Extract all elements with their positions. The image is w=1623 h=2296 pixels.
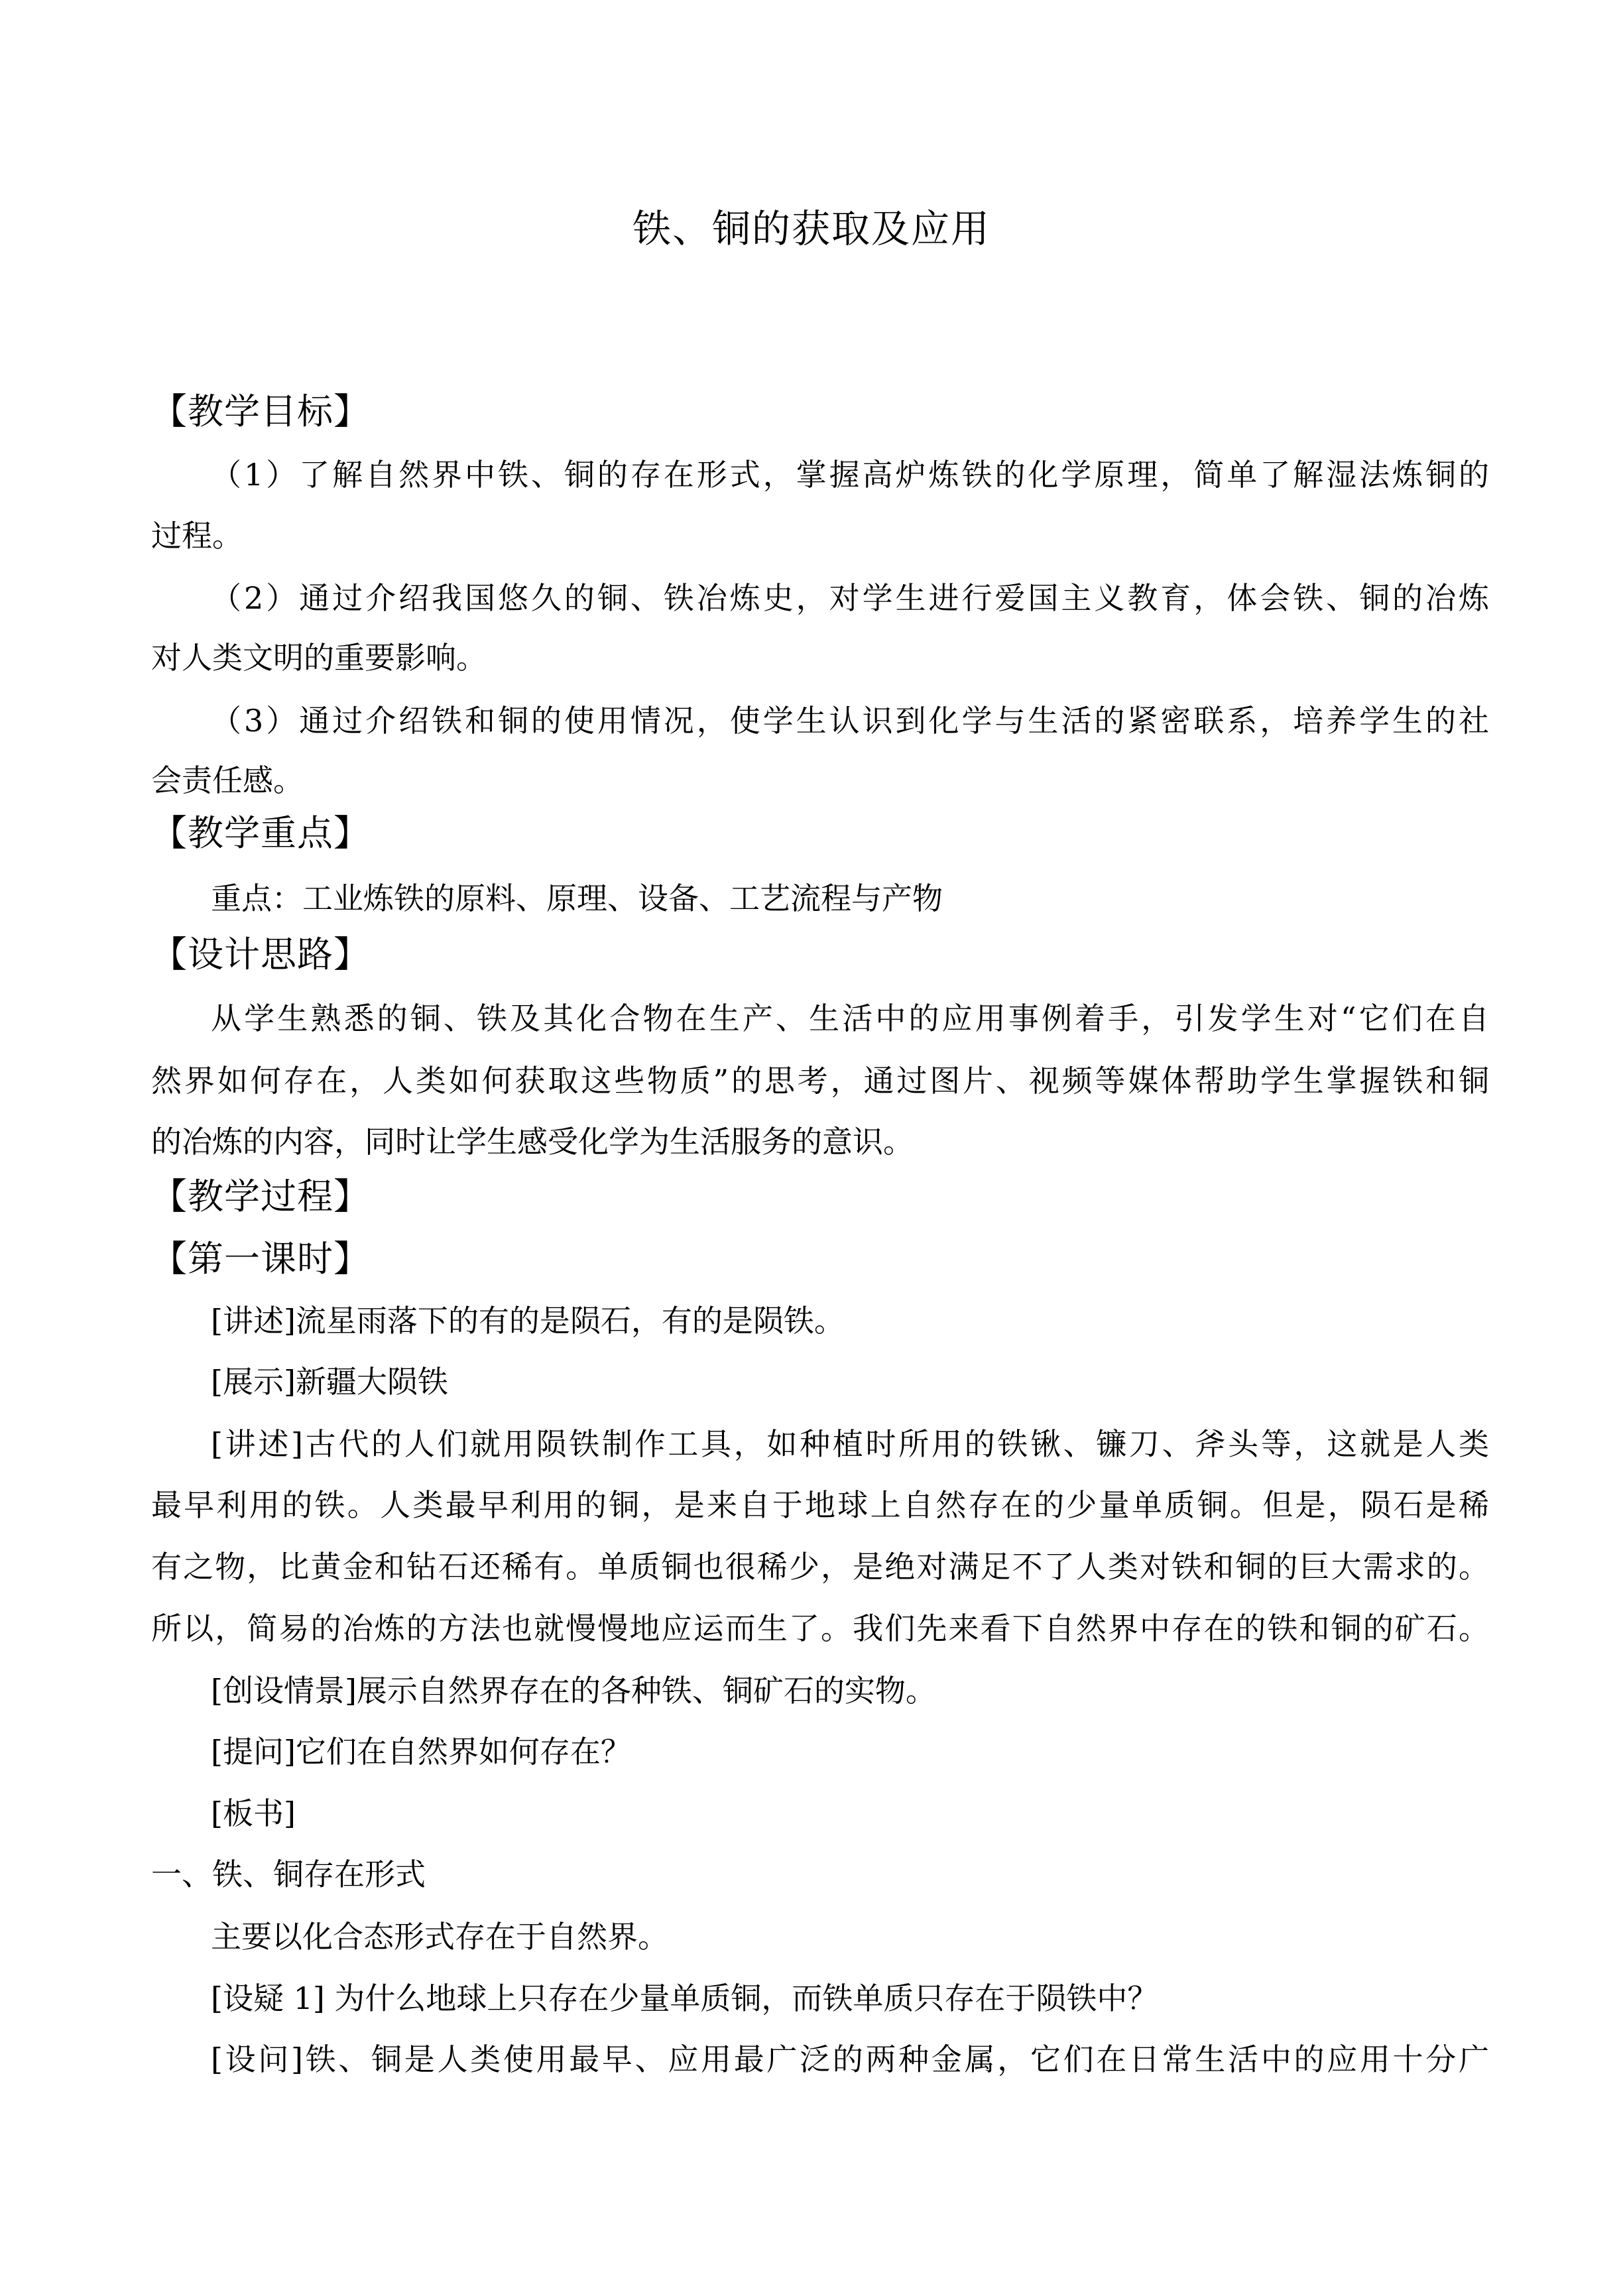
objective-3-line-2: 会责任感。: [151, 762, 304, 798]
lesson-line-6: 所以，简易的冶炼的方法也就慢慢地应运而生了。我们先来看下自然界中存在的铁和铜的矿石。: [151, 1610, 1489, 1646]
lesson-line-12: [设疑 1] 为什么地球上只存在少量单质铜，而铁单质只存在于陨铁中？: [211, 1980, 1158, 2016]
page-title: 铁、铜的获取及应用: [632, 206, 991, 251]
key-points-line-1: 重点：工业炼铁的原料、原理、设备、工艺流程与产物: [211, 880, 943, 916]
lesson-line-11: 主要以化合态形式存在于自然界。: [211, 1919, 668, 1955]
lesson-line-9: [板书]: [211, 1795, 296, 1831]
lesson-line-8: [提问]它们在自然界如何存在？: [211, 1734, 631, 1770]
lesson-line-5: 有之物，比黄金和钻石还稀有。单质铜也很稀少，是绝对满足不了人类对铁和铜的巨大需求的。: [151, 1549, 1489, 1585]
lesson-line-4: 最早利用的铁。人类最早利用的铜，是来自于地球上自然存在的少量单质铜。但是，陨石是稀: [151, 1487, 1489, 1523]
heading-objectives: 【教学目标】: [151, 391, 370, 432]
objective-3-line-1: （3）通过介绍铁和铜的使用情况，使学生认识到化学与生活的紧密联系，培养学生的社: [211, 703, 1489, 739]
lesson-line-1: [讲述]流星雨落下的有的是陨石，有的是陨铁。: [211, 1303, 845, 1339]
objective-2-line-1: （2）通过介绍我国悠久的铜、铁冶炼史，对学生进行爱国主义教育，体会铁、铜的冶炼: [211, 580, 1489, 616]
lesson-line-3: [讲述]古代的人们就用陨铁制作工具，如种植时所用的铁锹、镰刀、斧头等，这就是人类: [211, 1426, 1489, 1462]
objective-2-line-2: 对人类文明的重要影响。: [151, 640, 487, 676]
lesson-line-2: [展示]新疆大陨铁: [211, 1364, 448, 1400]
objective-1-line-1: （1）了解自然界中铁、铜的存在形式，掌握高炉炼铁的化学原理，简单了解湿法炼铜的: [211, 457, 1489, 493]
objective-1-line-2: 过程。: [151, 518, 243, 554]
lesson-line-7: [创设情景]展示自然界存在的各种铁、铜矿石的实物。: [211, 1673, 936, 1709]
heading-process: 【教学过程】: [151, 1176, 370, 1217]
design-line-3: 的冶炼的内容，同时让学生感受化学为生活服务的意识。: [151, 1124, 914, 1160]
lesson-section-heading-1: 一、铁、铜存在形式: [151, 1856, 426, 1892]
lesson-line-13: [设问]铁、铜是人类使用最早、应用最广泛的两种金属，它们在日常生活中的应用十分广: [211, 2041, 1489, 2077]
heading-lesson-1: 【第一课时】: [151, 1238, 370, 1280]
design-line-2: 然界如何存在，人类如何获取这些物质”的思考，通过图片、视频等媒体帮助学生掌握铁和铜: [151, 1063, 1489, 1099]
heading-design: 【设计思路】: [151, 934, 370, 975]
design-line-1: 从学生熟悉的铜、铁及其化合物在生产、生活中的应用事例着手，引发学生对“它们在自: [211, 1000, 1489, 1036]
heading-key-points: 【教学重点】: [151, 812, 370, 854]
